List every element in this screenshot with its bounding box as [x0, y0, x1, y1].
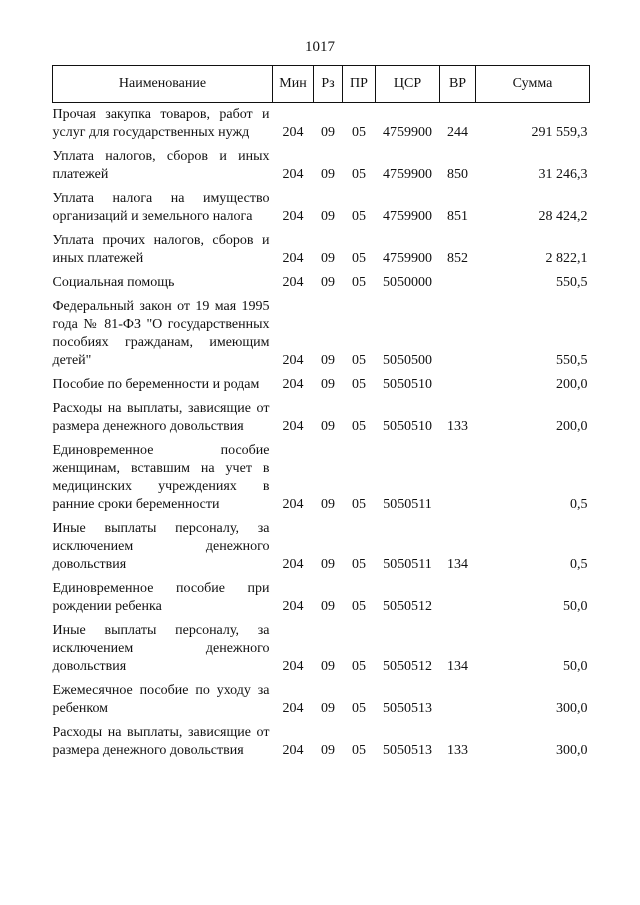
cell-min: 204: [282, 599, 304, 614]
cell-csr: 4759900: [383, 209, 432, 224]
cell-min: 204: [282, 167, 304, 182]
cell-min: 204: [282, 659, 304, 674]
cell-sum: 0,5: [570, 557, 588, 572]
cell-name: Расходы на выплаты, зависящие от размера денежного довольствия: [52, 725, 270, 758]
cell-pr: 05: [352, 125, 366, 140]
cell-name: Прочая закупка товаров, работ и услуг для государственных нужд: [52, 107, 270, 140]
cell-sum: 28 424,2: [538, 209, 588, 224]
cell-rz: 09: [321, 557, 335, 572]
cell-pr: 05: [352, 497, 366, 512]
cell-rz: 09: [321, 419, 335, 434]
cell-pr: 05: [352, 167, 366, 182]
cell-min: 204: [282, 275, 304, 290]
cell-vr: [440, 271, 476, 295]
cell-vr: 134: [447, 659, 468, 674]
cell-vr: [440, 295, 476, 373]
cell-sum: 550,5: [556, 275, 588, 290]
cell-csr: 5050512: [383, 599, 432, 614]
header-csr: ЦСР: [376, 66, 440, 103]
cell-rz: 09: [321, 125, 335, 140]
cell-sum: 200,0: [556, 377, 588, 392]
table-header: [53, 66, 590, 103]
cell-csr: 5050000: [383, 275, 432, 290]
table-row: [53, 103, 590, 146]
cell-csr: 5050510: [383, 419, 432, 434]
cell-rz: 09: [321, 743, 335, 758]
cell-min: 204: [282, 743, 304, 758]
table-row: [53, 187, 590, 229]
table-row: [53, 517, 590, 577]
cell-pr: 05: [352, 599, 366, 614]
cell-csr: 5050511: [383, 557, 432, 572]
cell-pr: 05: [352, 353, 366, 368]
cell-vr: 244: [447, 125, 468, 140]
cell-name: Федеральный закон от 19 мая 1995 года № 81-ФЗ "О государственных пособиях гражданам, имеющим детей": [52, 299, 270, 368]
cell-csr: 5050511: [383, 497, 432, 512]
header-row: [53, 66, 590, 103]
cell-pr: 05: [352, 743, 366, 758]
cell-sum: 200,0: [556, 419, 588, 434]
cell-csr: 5050513: [383, 701, 432, 716]
cell-min: 204: [282, 377, 304, 392]
cell-csr: 4759900: [383, 125, 432, 140]
cell-sum: 50,0: [563, 599, 588, 614]
cell-pr: 05: [352, 275, 366, 290]
table-row: [53, 619, 590, 679]
cell-min: 204: [282, 251, 304, 266]
header-min: Мин: [273, 66, 314, 103]
cell-rz: 09: [321, 659, 335, 674]
cell-name: Уплата налога на имущество организаций и земельного налога: [52, 191, 270, 224]
cell-pr: 05: [352, 419, 366, 434]
cell-csr: 5050512: [383, 659, 432, 674]
header-name: Наименование: [53, 66, 273, 103]
cell-csr: 5050510: [383, 377, 432, 392]
cell-rz: 09: [321, 377, 335, 392]
cell-sum: 2 822,1: [545, 251, 588, 266]
header-pr: ПР: [343, 66, 376, 103]
cell-csr: 5050513: [383, 743, 432, 758]
cell-vr: 850: [447, 167, 468, 182]
table-row: [53, 229, 590, 271]
cell-name: Пособие по беременности и родам: [52, 377, 260, 392]
cell-vr: [440, 373, 476, 397]
cell-min: 204: [282, 353, 304, 368]
cell-sum: 300,0: [556, 743, 588, 758]
cell-vr: 134: [447, 557, 468, 572]
budget-table: [52, 65, 590, 763]
cell-vr: 133: [447, 419, 468, 434]
table-row: [53, 271, 590, 295]
header-sum: Сумма: [476, 66, 590, 103]
cell-min: 204: [282, 497, 304, 512]
cell-rz: 09: [321, 497, 335, 512]
header-vr: ВР: [440, 66, 476, 103]
cell-min: 204: [282, 701, 304, 716]
cell-vr: [440, 577, 476, 619]
cell-csr: 5050500: [383, 353, 432, 368]
header-rz: Рз: [314, 66, 343, 103]
cell-rz: 09: [321, 209, 335, 224]
cell-csr: 4759900: [383, 167, 432, 182]
cell-min: 204: [282, 419, 304, 434]
table-row: [53, 721, 590, 763]
cell-pr: 05: [352, 659, 366, 674]
cell-name: Уплата налогов, сборов и иных платежей: [52, 149, 270, 182]
table-row: [53, 439, 590, 517]
page-number: 1017: [305, 39, 335, 55]
cell-csr: 4759900: [383, 251, 432, 266]
cell-vr: [440, 679, 476, 721]
cell-pr: 05: [352, 209, 366, 224]
cell-min: 204: [282, 557, 304, 572]
cell-vr: 852: [447, 251, 468, 266]
cell-name: Расходы на выплаты, зависящие от размера денежного довольствия: [52, 401, 270, 434]
cell-name: Иные выплаты персоналу, за исключением денежного довольствия: [52, 623, 270, 674]
cell-sum: 291 559,3: [531, 125, 588, 140]
cell-min: 204: [282, 125, 304, 140]
cell-sum: 0,5: [570, 497, 588, 512]
cell-pr: 05: [352, 251, 366, 266]
cell-pr: 05: [352, 377, 366, 392]
cell-sum: 50,0: [563, 659, 588, 674]
cell-vr: [440, 439, 476, 517]
cell-name: Социальная помощь: [52, 275, 175, 290]
cell-min: 204: [282, 209, 304, 224]
table-row: [53, 295, 590, 373]
cell-pr: 05: [352, 557, 366, 572]
cell-rz: 09: [321, 251, 335, 266]
cell-rz: 09: [321, 275, 335, 290]
cell-name: Единовременное пособие женщинам, вставшим на учет в медицинских учреждениях в ранние сроки беременности: [52, 443, 270, 512]
cell-rz: 09: [321, 167, 335, 182]
cell-sum: 300,0: [556, 701, 588, 716]
cell-sum: 31 246,3: [538, 167, 588, 182]
cell-sum: 550,5: [556, 353, 588, 368]
cell-rz: 09: [321, 353, 335, 368]
cell-name: Уплата прочих налогов, сборов и иных платежей: [52, 233, 270, 266]
table-row: [53, 577, 590, 619]
cell-vr: 851: [447, 209, 468, 224]
cell-vr: 133: [447, 743, 468, 758]
cell-pr: 05: [352, 701, 366, 716]
table-row: [53, 397, 590, 439]
cell-name: Единовременное пособие при рождении ребенка: [52, 581, 270, 614]
table-row: [53, 145, 590, 187]
table-body: [53, 103, 590, 764]
cell-rz: 09: [321, 701, 335, 716]
table-row: [53, 679, 590, 721]
cell-rz: 09: [321, 599, 335, 614]
cell-name: Иные выплаты персоналу, за исключением денежного довольствия: [52, 521, 270, 572]
table-row: [53, 373, 590, 397]
cell-name: Ежемесячное пособие по уходу за ребенком: [52, 683, 270, 716]
